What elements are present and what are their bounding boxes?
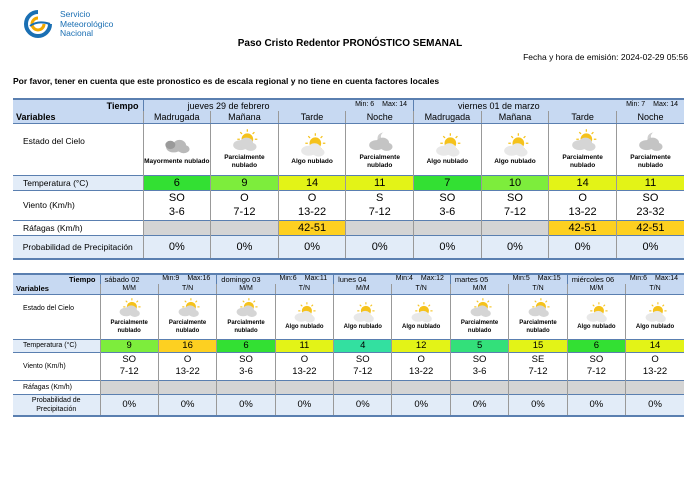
wind-direction: O: [307, 192, 317, 204]
rafagas-label: Ráfagas (Km/h): [13, 220, 143, 235]
sky-cell: [509, 294, 567, 339]
sun-cloud-icon: [568, 302, 625, 324]
wind-cell: [481, 190, 549, 220]
day-name: jueves 29 de febrero: [187, 100, 270, 111]
partly-cloudy-icon: [217, 298, 274, 320]
gust-value: [626, 380, 684, 394]
day-name: domingo 03: [221, 275, 261, 284]
wind-direction: SO: [642, 192, 659, 204]
sky-condition: Parcialmente nublado: [630, 154, 671, 169]
disclaimer-note: Por favor, tener en cuenta que este pronostico es de escala regional y no tiene en cuenta factores locales: [13, 76, 440, 86]
sky-condition: Algo nublado: [426, 158, 469, 165]
temperature-value: 6: [143, 175, 211, 190]
precip-prob: 0%: [509, 394, 567, 416]
wind-direction: SO: [168, 192, 185, 204]
day-name: sábado 02: [104, 275, 140, 284]
wind-direction: O: [417, 353, 425, 365]
probabilidad-label: Probabilidad de Precipitación: [13, 235, 143, 259]
sky-cell: [481, 123, 549, 175]
precip-prob: 0%: [392, 394, 450, 416]
period-label: Madrugada: [143, 111, 211, 123]
tiempo-label: Tiempo: [13, 274, 100, 284]
day-max: Max:15: [537, 275, 561, 282]
wind-speed: 7-12: [503, 206, 526, 218]
wind-cell: [346, 190, 414, 220]
variables-label: Variables: [13, 284, 100, 294]
temperature-value: 11: [346, 175, 414, 190]
gust-value: [509, 380, 567, 394]
sky-condition: Algo nublado: [343, 323, 382, 330]
viento-label: Viento (Km/h): [13, 190, 143, 220]
period-label: Madrugada: [414, 111, 482, 123]
sky-condition: Mayormente nublado: [144, 158, 210, 165]
wind-cell: [217, 352, 275, 380]
precip-prob: 0%: [217, 394, 275, 416]
wind-cell: [158, 352, 216, 380]
gust-value: [567, 380, 625, 394]
day-min: Min:6: [629, 275, 648, 282]
wind-speed: 7-12: [233, 206, 256, 218]
temperature-value: 16: [158, 339, 216, 352]
wind-speed: 7-12: [528, 366, 548, 377]
wind-direction: SO: [355, 353, 370, 365]
temperature-value: 15: [509, 339, 567, 352]
wind-speed: 13-22: [297, 206, 327, 218]
day-max: Max:16: [187, 275, 211, 282]
wind-direction: O: [240, 192, 249, 204]
wind-speed: 3-6: [472, 366, 487, 377]
day-name: miércoles 06: [571, 275, 615, 284]
wind-cell: [334, 352, 392, 380]
day-max: Max:12: [420, 275, 444, 282]
day-max: Max: 14: [382, 100, 408, 108]
sky-condition: Parcialmente nublado: [168, 320, 207, 334]
wind-speed: 7-12: [586, 366, 606, 377]
wind-direction: SO: [507, 192, 523, 204]
sky-condition: Parcialmente nublado: [110, 320, 148, 334]
day-name: martes 05: [454, 275, 489, 284]
wind-cell: [278, 190, 346, 220]
forecast-table-week2: [13, 273, 684, 417]
tiempo-label: Tiempo: [13, 99, 143, 111]
wind-cell: [392, 352, 450, 380]
sky-condition: Parcialmente nublado: [224, 154, 265, 169]
sky-condition: Parcialmente nublado: [359, 154, 400, 169]
estado-cielo-label: Estado del Cielo: [13, 294, 100, 339]
viento-label: Viento (Km/h): [13, 352, 100, 380]
wind-direction: O: [651, 353, 659, 365]
gust-value: 42-51: [616, 220, 684, 235]
sky-cell: [346, 123, 414, 175]
wind-speed: 23-32: [636, 206, 665, 218]
gust-value: 42-51: [278, 220, 346, 235]
sky-cell: [275, 294, 333, 339]
temperature-value: 12: [392, 339, 450, 352]
sky-cell: [616, 123, 684, 175]
wind-speed: 7-12: [368, 206, 391, 218]
estado-cielo-label: Estado del Cielo: [13, 123, 143, 175]
period-label: Mañana: [481, 111, 549, 123]
wind-cell: [143, 190, 211, 220]
sky-condition: Algo nublado: [494, 158, 536, 165]
wind-direction: SO: [589, 353, 604, 365]
sun-cloud-icon: [334, 302, 391, 324]
precip-prob: 0%: [481, 235, 549, 259]
sky-condition: Algo nublado: [635, 323, 675, 330]
day-min: Min: 7: [626, 100, 646, 108]
precip-prob: 0%: [211, 235, 279, 259]
smn-logo-icon: [20, 8, 56, 40]
temperature-value: 11: [275, 339, 333, 352]
sky-cell: [334, 294, 392, 339]
wind-cell: [616, 190, 684, 220]
period-label: M/M: [567, 284, 625, 294]
day-header: [100, 274, 217, 284]
day-max: Max: 14: [653, 100, 679, 108]
wind-direction: SO: [239, 353, 253, 365]
precip-prob: 0%: [334, 394, 392, 416]
day-header: [217, 274, 334, 284]
forecast-table-week1: [13, 98, 684, 260]
partly-cloudy-icon: [451, 298, 508, 320]
period-label: T/N: [392, 284, 450, 294]
precip-prob: 0%: [346, 235, 414, 259]
temperature-value: 4: [334, 339, 392, 352]
gust-value: [100, 380, 158, 394]
gust-value: [143, 220, 211, 235]
sky-condition: Parcialmente nublado: [460, 320, 499, 334]
gust-value: [450, 380, 508, 394]
gust-value: [217, 380, 275, 394]
gust-value: [158, 380, 216, 394]
period-label: M/M: [100, 284, 158, 294]
precip-prob: 0%: [414, 235, 482, 259]
day-header: [334, 274, 451, 284]
temperature-value: 11: [616, 175, 684, 190]
partly-cloudy-icon: [101, 298, 158, 320]
smn-logo: [20, 8, 170, 42]
day-header: [414, 99, 685, 111]
temperature-value: 9: [100, 339, 158, 352]
sky-cell: [158, 294, 216, 339]
period-label: T/N: [158, 284, 216, 294]
precip-prob: 0%: [278, 235, 346, 259]
period-label: T/N: [626, 284, 684, 294]
sky-cell: [626, 294, 684, 339]
sky-condition: Parcialmente nublado: [519, 320, 557, 334]
temperature-value: 6: [567, 339, 625, 352]
precip-prob: 0%: [567, 394, 625, 416]
wind-speed: 13-22: [568, 206, 597, 218]
wind-speed: 13-22: [292, 366, 317, 377]
day-min: Min: 6: [355, 100, 375, 108]
cloud-icon: [144, 133, 211, 159]
precip-prob: 0%: [143, 235, 211, 259]
period-label: T/N: [275, 284, 333, 294]
wind-direction: O: [183, 353, 192, 365]
wind-direction: SE: [531, 353, 545, 365]
period-label: Tarde: [278, 111, 346, 123]
period-label: Mañana: [211, 111, 279, 123]
sky-cell: [100, 294, 158, 339]
logo-text: Servicio Meteorológico Nacional: [60, 9, 114, 38]
day-header: [450, 274, 567, 284]
wind-cell: [211, 190, 279, 220]
sky-cell: [392, 294, 450, 339]
sky-condition: Parcialmente nublado: [562, 154, 603, 169]
precip-prob: 0%: [450, 394, 508, 416]
gust-value: 42-51: [549, 220, 617, 235]
gust-value: [346, 220, 414, 235]
gust-value: [334, 380, 392, 394]
partly-cloudy-icon: [211, 129, 278, 155]
precip-prob: 0%: [275, 394, 333, 416]
rafagas-label: Ráfagas (Km/h): [13, 380, 100, 394]
day-min: Min:9: [162, 275, 180, 282]
day-min: Min:4: [395, 275, 413, 282]
sky-cell: [567, 294, 625, 339]
wind-speed: 7-12: [353, 366, 373, 377]
sky-cell: [211, 123, 279, 175]
gust-value: [211, 220, 279, 235]
sun-cloud-icon: [482, 133, 549, 159]
partly-cloudy-night-icon: [346, 129, 413, 155]
wind-cell: [275, 352, 333, 380]
variables-label: Variables: [13, 111, 143, 123]
wind-cell: [450, 352, 508, 380]
temperature-value: 14: [278, 175, 346, 190]
sky-cell: [414, 123, 482, 175]
gust-value: [275, 380, 333, 394]
precip-prob: 0%: [158, 394, 216, 416]
wind-cell: [414, 190, 482, 220]
day-max: Max:11: [304, 275, 328, 282]
wind-direction: SO: [439, 192, 456, 204]
sun-cloud-icon: [392, 302, 449, 324]
wind-direction: O: [578, 192, 587, 204]
day-max: Max:14: [655, 275, 678, 282]
temperature-value: 14: [626, 339, 684, 352]
precip-prob: 0%: [616, 235, 684, 259]
day-min: Min:5: [512, 275, 530, 282]
temperatura-label: Temperatura (°C): [13, 175, 143, 190]
period-label: M/M: [217, 284, 275, 294]
temperature-value: 7: [414, 175, 482, 190]
partly-cloudy-night-icon: [617, 129, 684, 155]
probabilidad-label: Probabilidad de Precipitación: [13, 394, 100, 416]
period-label: Tarde: [549, 111, 617, 123]
wind-cell: [549, 190, 617, 220]
gust-value: [414, 220, 482, 235]
day-min: Min:6: [279, 275, 297, 282]
precip-prob: 0%: [100, 394, 158, 416]
partly-cloudy-icon: [159, 298, 216, 320]
wind-direction: S: [376, 192, 384, 204]
wind-cell: [626, 352, 684, 380]
wind-speed: 13-22: [409, 366, 434, 377]
period-label: T/N: [509, 284, 567, 294]
wind-speed: 13-22: [175, 366, 200, 377]
temperature-value: 9: [211, 175, 279, 190]
wind-direction: SO: [122, 353, 137, 365]
temperatura-label: Temperatura (°C): [13, 339, 100, 352]
period-label: M/M: [450, 284, 508, 294]
period-label: Noche: [346, 111, 414, 123]
sun-cloud-icon: [279, 133, 346, 159]
day-name: lunes 04: [338, 275, 367, 284]
gust-value: [481, 220, 549, 235]
emission-date: Fecha y hora de emisión: 2024-02-29 05:56: [523, 52, 688, 62]
precip-prob: 0%: [549, 235, 617, 259]
wind-cell: [100, 352, 158, 380]
wind-direction: SO: [472, 353, 487, 365]
gust-value: [392, 380, 450, 394]
wind-speed: 3-6: [439, 206, 456, 218]
wind-direction: O: [300, 353, 309, 365]
wind-speed: 7-12: [119, 366, 139, 377]
sky-condition: Algo nublado: [291, 158, 333, 165]
sky-cell: [549, 123, 617, 175]
wind-speed: 3-6: [239, 366, 253, 377]
sky-condition: Algo nublado: [577, 323, 616, 330]
temperature-value: 10: [481, 175, 549, 190]
page-title: Paso Cristo Redentor PRONÓSTICO SEMANAL: [237, 38, 463, 49]
partly-cloudy-icon: [549, 129, 616, 155]
sun-cloud-icon: [276, 302, 333, 324]
sky-cell: [217, 294, 275, 339]
temperature-value: 6: [217, 339, 275, 352]
day-header: [567, 274, 684, 284]
day-name: viernes 01 de marzo: [458, 100, 540, 111]
wind-speed: 3-6: [168, 206, 185, 218]
wind-cell: [509, 352, 567, 380]
sky-cell: [143, 123, 211, 175]
day-header: [143, 99, 414, 111]
wind-speed: 13-22: [642, 366, 668, 377]
period-label: M/M: [334, 284, 392, 294]
precip-prob: 0%: [626, 394, 684, 416]
partly-cloudy-icon: [509, 298, 566, 320]
sky-condition: Algo nublado: [285, 323, 324, 330]
period-label: Noche: [616, 111, 684, 123]
wind-cell: [567, 352, 625, 380]
sky-condition: Algo nublado: [402, 323, 441, 330]
temperature-value: 5: [450, 339, 508, 352]
sky-cell: [450, 294, 508, 339]
temperature-value: 14: [549, 175, 617, 190]
sky-condition: Parcialmente nublado: [227, 320, 265, 334]
sun-cloud-icon: [414, 133, 481, 159]
sky-cell: [278, 123, 346, 175]
sun-cloud-icon: [626, 302, 684, 324]
